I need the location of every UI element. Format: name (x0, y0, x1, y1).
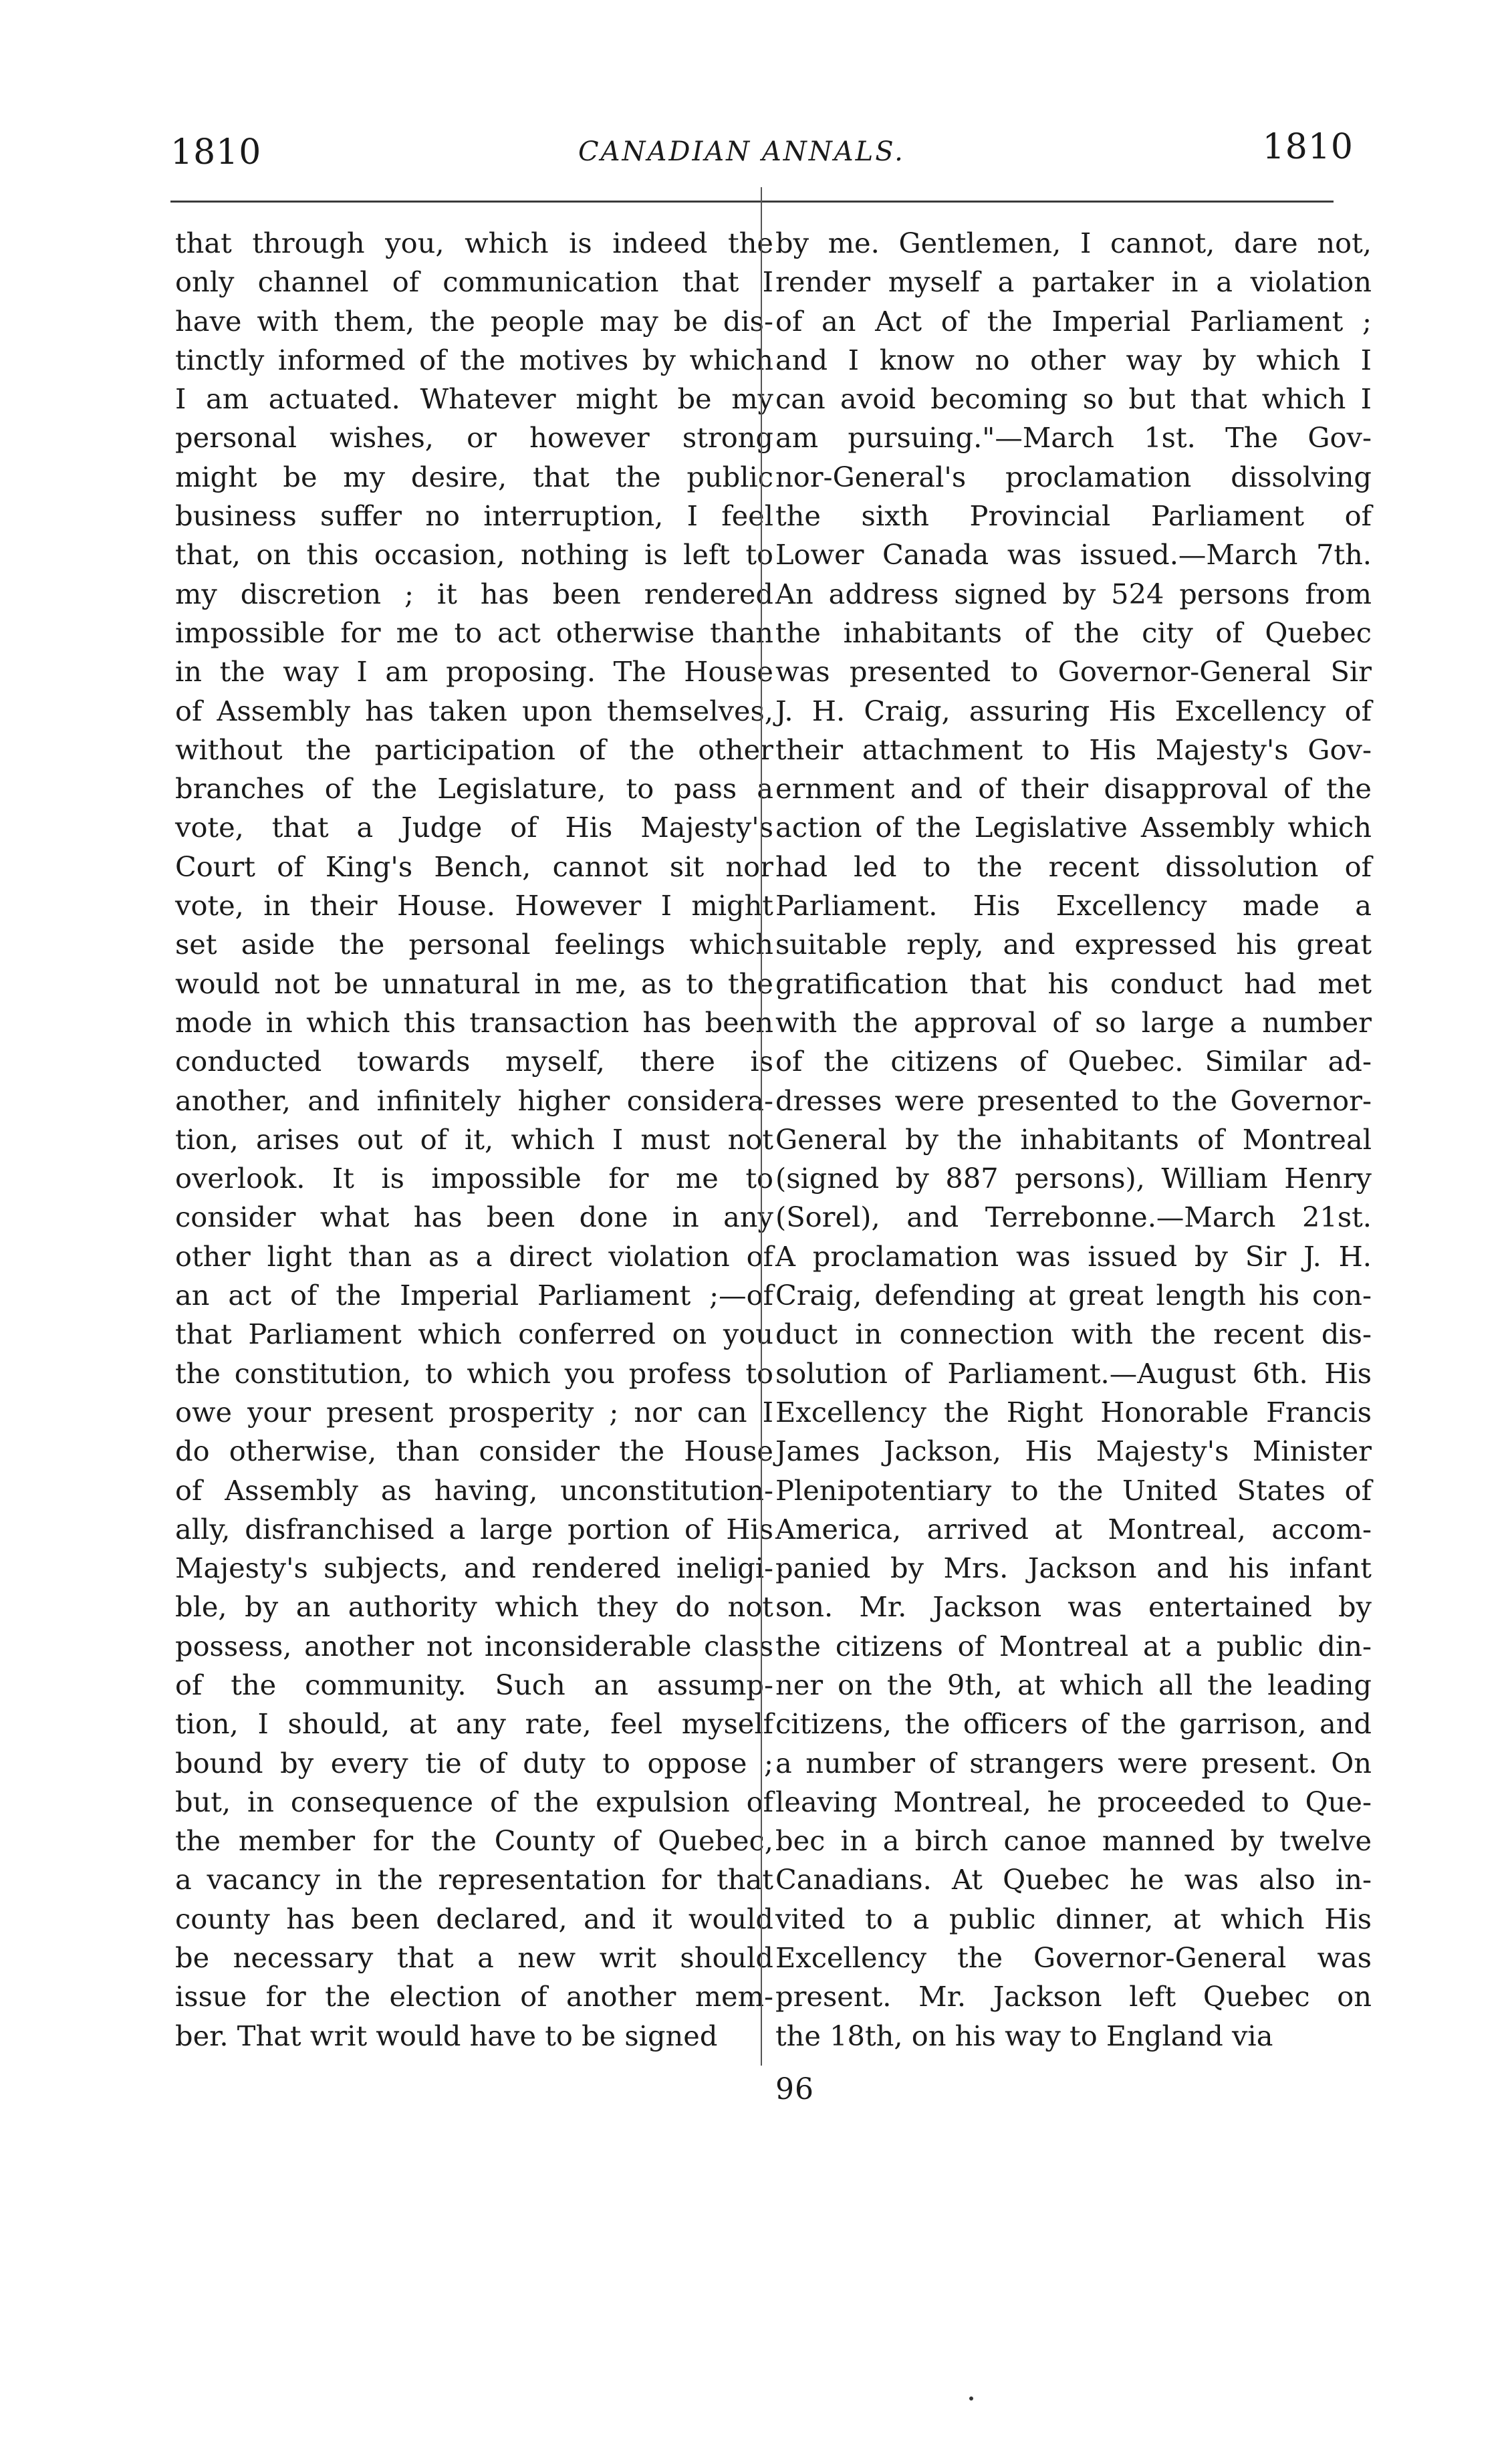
text-line: conducted towards myself, there is (175, 1045, 773, 1078)
text-line: a number of strangers were present. On (775, 1746, 1372, 1779)
text-line: Lower Canada was issued.—March 7th. (775, 538, 1372, 572)
text-line: was presented to Governor-General Sir (775, 655, 1372, 689)
text-line: vote, in their House. However I might (175, 889, 773, 922)
text-line: Canadians. At Quebec he was also in- (775, 1863, 1372, 1896)
text-line: my discretion ; it has been rendered (175, 577, 773, 610)
text-line: that Parliament which conferred on you (175, 1318, 773, 1351)
right-text-column (775, 224, 1372, 2056)
text-line: set aside the personal feelings which (175, 928, 773, 961)
text-line: Craig, defending at great length his con- (775, 1279, 1372, 1312)
text-line: Parliament. His Excellency made a (775, 889, 1372, 922)
text-line: without the participation of the other (175, 733, 773, 766)
text-line: suitable reply, and expressed his great (775, 928, 1372, 961)
text-line: Plenipotentiary to the United States of (775, 1473, 1372, 1507)
text-line: am pursuing."—March 1st. The Gov- (775, 421, 1372, 455)
text-line: Excellency the Right Honorable Francis (775, 1395, 1372, 1429)
text-line: bound by every tie of duty to oppose ; (175, 1746, 773, 1779)
text-line: the inhabitants of the city of Quebec (775, 616, 1372, 649)
text-line: son. Mr. Jackson was entertained by (775, 1590, 1372, 1624)
text-line: issue for the election of another mem- (175, 1980, 773, 2013)
header-year-left: 1810 (170, 132, 262, 172)
text-line: can avoid becoming so but that which I (775, 382, 1372, 416)
text-line: have with them, the people may be dis- (175, 304, 773, 338)
text-line: present. Mr. Jackson left Quebec on (775, 1980, 1372, 2013)
text-line: ally, disfranchised a large portion of His (175, 1512, 773, 1546)
running-title: CANADIAN ANNALS. (578, 136, 905, 167)
text-line: Majesty's subjects, and rendered ineligi- (175, 1552, 773, 1585)
text-line: America, arrived at Montreal, accom- (775, 1512, 1372, 1546)
text-line: county has been declared, and it would (175, 1902, 773, 1935)
text-line: solution of Parliament.—August 6th. His (775, 1356, 1372, 1390)
text-line: an act of the Imperial Parliament ;—of (175, 1279, 773, 1312)
text-line: of Assembly as having, unconstitution- (175, 1473, 773, 1507)
text-line: in the way I am proposing. The House (175, 655, 773, 689)
text-line: An address signed by 524 persons from (775, 577, 1372, 610)
text-line: the citizens of Montreal at a public din- (775, 1629, 1372, 1662)
text-line: nor-General's proclamation dissolving (775, 460, 1372, 493)
text-line: of the community. Such an assump- (175, 1668, 773, 1701)
header-year-right: 1810 (1262, 127, 1354, 167)
page-number: 96 (775, 2072, 814, 2106)
text-line: render myself a partaker in a violation (775, 265, 1372, 299)
text-line: another, and infinitely higher considera- (175, 1084, 773, 1117)
text-line: personal wishes, or however strong (175, 421, 773, 455)
text-line: business suffer no interruption, I feel (175, 499, 773, 533)
text-line: tion, arises out of it, which I must not (175, 1122, 773, 1156)
text-line: ernment and of their disapproval of the (775, 772, 1372, 806)
text-line: with the approval of so large a number (775, 1005, 1372, 1039)
text-line: dresses were presented to the Governor- (775, 1084, 1372, 1117)
paper-speck (969, 2396, 973, 2400)
text-line: other light than as a direct violation of (175, 1239, 773, 1273)
text-line: Excellency the Governor-General was (775, 1941, 1372, 1975)
text-line: but, in consequence of the expulsion of (175, 1785, 773, 1818)
text-line: a vacancy in the representation for that (175, 1863, 773, 1896)
text-line: would not be unnatural in me, as to the (175, 967, 773, 1000)
text-line: impossible for me to act otherwise than (175, 616, 773, 649)
text-line: that, on this occasion, nothing is left to (175, 538, 773, 572)
text-line: the constitution, to which you profess to (175, 1356, 773, 1390)
header-rule (170, 201, 1334, 203)
text-line: be necessary that a new writ should (175, 1941, 773, 1975)
text-line: J. H. Craig, assuring His Excellency of (775, 694, 1372, 727)
text-line: (signed by 887 persons), William Henry (775, 1162, 1372, 1195)
text-line: General by the inhabitants of Montreal (775, 1122, 1372, 1156)
text-line: bec in a birch canoe manned by twelve (775, 1824, 1372, 1858)
text-line: owe your present prosperity ; nor can I (175, 1395, 773, 1429)
text-line: citizens, the officers of the garrison, and (775, 1707, 1372, 1741)
text-line: only channel of communication that I (175, 265, 773, 299)
text-line: James Jackson, His Majesty's Minister (775, 1435, 1372, 1468)
text-line: ner on the 9th, at which all the leading (775, 1668, 1372, 1701)
text-line: the 18th, on his way to England via (775, 2019, 1273, 2052)
text-line: do otherwise, than consider the House (175, 1435, 773, 1468)
text-line: (Sorel), and Terrebonne.—March 21st. (775, 1201, 1372, 1234)
text-line: A proclamation was issued by Sir J. H. (775, 1239, 1372, 1273)
text-line: their attachment to His Majesty's Gov- (775, 733, 1372, 766)
text-line: might be my desire, that the public (175, 460, 773, 493)
text-line: vote, that a Judge of His Majesty's (175, 811, 773, 844)
text-line: of Assembly has taken upon themselves, (175, 694, 773, 727)
text-line: gratification that his conduct had met (775, 967, 1372, 1000)
text-line: tion, I should, at any rate, feel myself (175, 1707, 773, 1741)
text-line: panied by Mrs. Jackson and his infant (775, 1552, 1372, 1585)
text-line: of an Act of the Imperial Parliament ; (775, 304, 1372, 338)
text-line: by me. Gentlemen, I cannot, dare not, (775, 227, 1372, 259)
text-line: mode in which this transaction has been (175, 1005, 773, 1039)
text-line: that through you, which is indeed the (175, 227, 773, 259)
text-line: overlook. It is impossible for me to (175, 1162, 773, 1195)
text-line: consider what has been done in any (175, 1201, 773, 1234)
text-line: possess, another not inconsiderable class (175, 1629, 773, 1662)
text-line: ber. That writ would have to be signed (175, 2019, 718, 2052)
text-line: I am actuated. Whatever might be my (175, 382, 773, 416)
text-line: leaving Montreal, he proceeded to Que- (775, 1785, 1372, 1818)
text-line: and I know no other way by which I (775, 343, 1372, 376)
running-header (170, 127, 1354, 180)
column-divider (761, 187, 762, 2066)
text-line: action of the Legislative Assembly which (775, 811, 1372, 844)
text-line: tinctly informed of the motives by which (175, 343, 773, 376)
text-line: the sixth Provincial Parliament of (775, 499, 1372, 533)
text-line: branches of the Legislature, to pass a (175, 772, 773, 806)
left-text-column (175, 224, 773, 2056)
text-line: the member for the County of Quebec, (175, 1824, 773, 1858)
text-line: duct in connection with the recent dis- (775, 1318, 1372, 1351)
text-line: ble, by an authority which they do not (175, 1590, 773, 1624)
text-line: vited to a public dinner, at which His (775, 1902, 1372, 1935)
text-line: of the citizens of Quebec. Similar ad- (775, 1045, 1372, 1078)
text-line: had led to the recent dissolution of (775, 850, 1372, 883)
text-line: Court of King's Bench, cannot sit nor (175, 850, 773, 883)
